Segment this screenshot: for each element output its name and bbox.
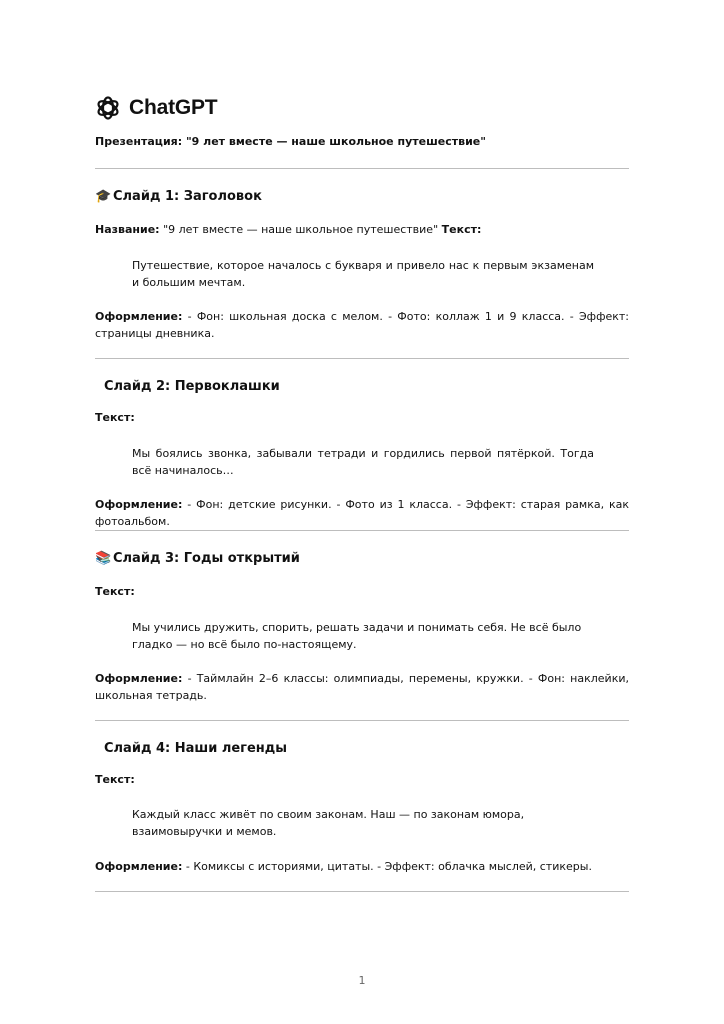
slide-3-text-label-line [95,585,135,598]
slide-2-design [95,496,629,530]
text-label: Текст: [441,223,482,236]
slide-4-design [95,858,629,875]
divider [95,168,629,169]
design-label: Оформление: [95,672,183,685]
slide-2-quote: Мы боялись звонка, забывали тетради и гордились первой пятёркой. Тогда всё начиналось… [132,447,594,477]
slide-1-heading [95,189,262,204]
text-label: Текст: [95,585,135,598]
slide-1-quote: Путешествие, которое началось с букваря и привело нас к первым экзаменам и большим мечтам. [132,259,594,289]
slide-2-text-label-line [95,411,135,424]
brand-logo [95,94,217,122]
slide-4-title: Слайд 4: Наши легенды [104,741,288,756]
divider [95,891,629,892]
graduation-cap-icon: 🎓 [95,189,112,204]
brand-name: ChatGPT [129,96,218,119]
slide-3-title: Слайд 3: Годы открытий [113,551,300,566]
slide-1-name-line [95,223,481,236]
slide-4-quote: Каждый класс живёт по своим законам. Наш — по законам юмора, взаимовыручки и мемов. [132,808,525,838]
openai-icon [95,95,121,121]
design-text: - Комиксы с историями, цитаты. - Эффект: облачка мыслей, стикеры. [185,860,592,873]
divider [95,530,629,531]
page-number: 1 [358,974,366,987]
slide-2-heading [104,379,280,394]
slide-3-heading [95,551,300,566]
document-title: Презентация: "9 лет вместе — наше школьное путешествие" [95,135,486,148]
name-label: Название: [95,223,160,236]
design-text: - Фон: детские рисунки. - Фото из 1 класса. - Эффект: старая рамка, как фотоальбом. [95,498,630,528]
slide-1-design [95,308,629,342]
slide-4-text-label-line [95,773,135,786]
slide-2-title: Слайд 2: Первоклашки [104,379,280,394]
design-text: - Фон: школьная доска с мелом. - Фото: коллаж 1 и 9 класса. - Эффект: страницы дневника. [95,310,630,340]
design-text: - Таймлайн 2–6 классы: олимпиады, перемены, кружки. - Фон: наклейки, школьная тетрадь. [95,672,629,702]
slide-1-title: Слайд 1: Заголовок [113,189,262,204]
divider [95,358,629,359]
design-label: Оформление: [95,310,183,323]
divider [95,720,629,721]
books-icon: 📚 [95,551,112,566]
slide-3-design [95,670,629,704]
design-label: Оформление: [95,498,183,511]
slide-4-heading [104,741,287,756]
text-label: Текст: [95,773,135,786]
design-label: Оформление: [95,860,183,873]
slide-3-quote: Мы учились дружить, спорить, решать задачи и понимать себя. Не всё было гладко — но всё было по-настоящему. [132,621,582,651]
name-value: "9 лет вместе — наше школьное путешествие" [163,223,439,236]
text-label: Текст: [95,411,135,424]
